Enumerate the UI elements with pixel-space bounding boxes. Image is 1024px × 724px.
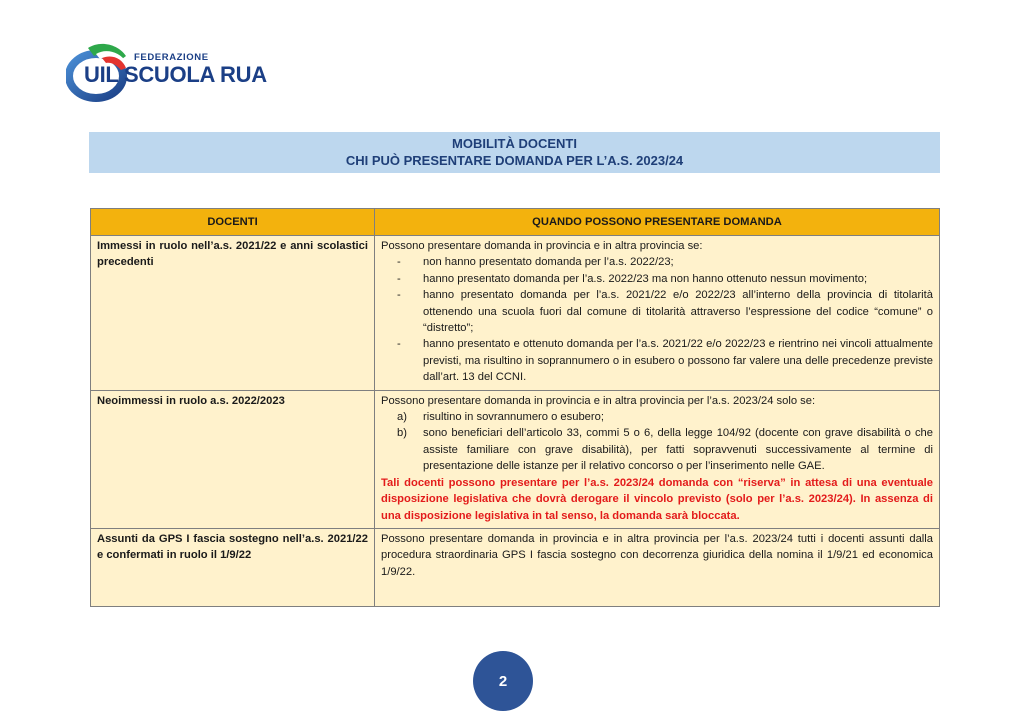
list-item: - hanno presentato domanda per l’a.s. 2021/22 e/o 2022/23 all’interno della provincia di titolarità ottenendo una scuola fuori dal comune di titolarità attraverso l’espressione del codice “comune” o “distretto”; [397, 289, 933, 335]
list-item-text: hanno presentato domanda per l’a.s. 2022/23 ma non hanno ottenuto nessun movimento; [423, 272, 868, 285]
header-docenti: DOCENTI [91, 209, 375, 236]
table-row [91, 528, 940, 606]
row-category: Assunti da GPS I fascia sostegno nell’a.s. 2021/22 e confermati in ruolo il 1/9/22 [91, 528, 375, 606]
row-intro: Possono presentare domanda in provincia e in altra provincia per l’a.s. 2023/24 tutti i docenti assunti dalla procedura straordinaria GPS I fascia sostegno con decorrenza giuridica della nomina il 1/9/21 ed economica 1/9/22. [381, 532, 933, 578]
title-line-1: MOBILITÀ DOCENTI [452, 136, 577, 151]
list-marker: a) [397, 411, 407, 424]
header-quando: QUANDO POSSONO PRESENTARE DOMANDA [375, 209, 940, 236]
page-number-badge: 2 [473, 651, 533, 711]
list-item-text: sono beneficiari dell’articolo 33, commi 5 o 6, della legge 104/92 (docente con grave disabilità o che assiste familiare con grave disabilità), per fatti sopravvenuti successivamente al termine di presentazione delle istanze per il relativo concorso o per l’inserimento nelle GAE. [423, 427, 933, 473]
row-category: Neoimmessi in ruolo a.s. 2022/2023 [91, 390, 375, 528]
logo-name-text: UIL SCUOLA RUA [84, 62, 267, 87]
list-item-text: hanno presentato e ottenuto domanda per l’a.s. 2021/22 e/o 2022/23 e rientrino nei vincoli attualmente previsti, ma risultino in soprannumero o in esubero o possono far valere una delle precedenze previste dall’art. 13 del CCNI. [423, 338, 933, 384]
row-conditions [375, 236, 940, 391]
list-item [381, 409, 933, 425]
list-item: - hanno presentato domanda per l’a.s. 2022/23 ma non hanno ottenuto nessun movimento; [397, 272, 868, 285]
row-intro: Possono presentare domanda in provincia e in altra provincia se: [381, 240, 703, 252]
row-intro: Possono presentare domanda in provincia e in altra provincia per l’a.s. 2023/24 solo se: [381, 394, 816, 407]
logo-federazione-text: FEDERAZIONE [134, 52, 209, 63]
list-item-text: hanno presentato domanda per l’a.s. 2021/22 e/o 2022/23 all’interno della provincia di titolarità ottenendo una scuola fuori dal comune di titolarità attraverso l’espressione del codice “comune” o “distretto”; [423, 289, 933, 335]
list-item: - hanno presentato e ottenuto domanda per l’a.s. 2021/22 e/o 2022/23 e rientrino nei vincoli attualmente previsti, ma risultino in soprannumero o in esubero o possono far valere una delle precedenze previste dall’art. 13 del CCNI. [397, 338, 933, 384]
condition-list [381, 254, 933, 385]
list-marker: b) [397, 427, 407, 440]
row-conditions [375, 390, 940, 528]
reserve-note: Tali docenti possono presentare per l’a.s. 2023/24 domanda con “riserva” in attesa di una eventuale disposizione legislativa che dovrà derogare il vincolo previsto (solo per l’a.s. 2023/24). In assenza di una disposizione legislativa in tal senso, la domanda sarà bloccata. [381, 476, 933, 522]
title-line-2: CHI PUÒ PRESENTARE DOMANDA PER L’A.S. 2023/24 [345, 153, 684, 168]
table-row [91, 236, 940, 391]
row-conditions [375, 528, 940, 606]
list-item-text: risultino in sovrannumero o esubero; [423, 411, 604, 424]
list-item [381, 425, 933, 474]
condition-list [381, 409, 933, 475]
list-item: - non hanno presentato domanda per l’a.s. 2022/23; [397, 256, 674, 269]
mobility-table [90, 208, 940, 607]
page-title [89, 132, 940, 173]
list-item-text: non hanno presentato domanda per l’a.s. 2022/23; [423, 256, 674, 269]
row-category: Immessi in ruolo nell’a.s. 2021/22 e anni scolastici precedenti [91, 236, 375, 391]
table-row [91, 390, 940, 528]
table-header-row [91, 209, 940, 236]
